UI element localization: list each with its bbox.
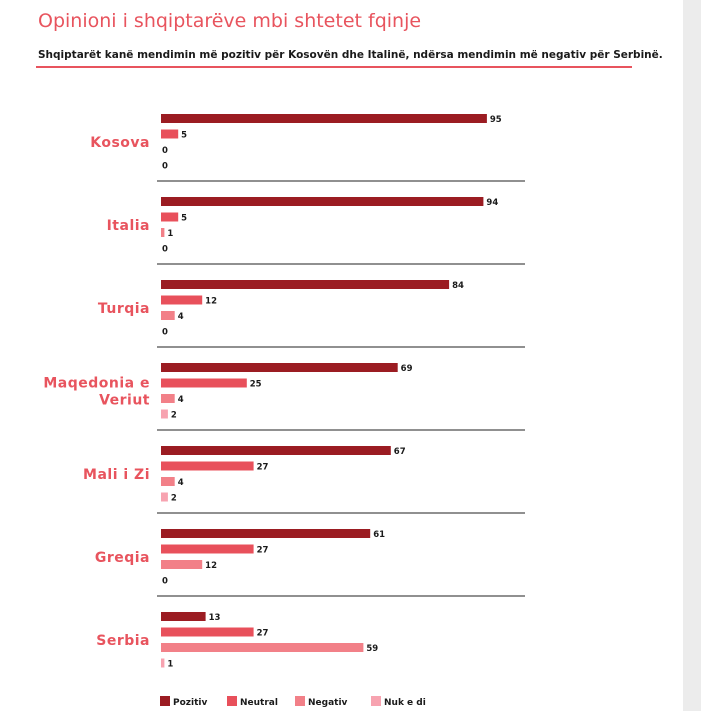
category-label: Mali i Zi bbox=[83, 466, 150, 483]
bar-negativ bbox=[161, 560, 202, 569]
bar-pozitiv bbox=[161, 197, 483, 206]
data-label: 59 bbox=[366, 644, 379, 654]
data-label: 1 bbox=[167, 659, 174, 670]
bar-negativ bbox=[161, 477, 175, 486]
bar-neutral bbox=[161, 379, 247, 388]
legend-swatch bbox=[295, 696, 305, 706]
bar-neutral bbox=[161, 462, 254, 471]
bar-pozitiv bbox=[161, 612, 206, 621]
data-label: 67 bbox=[393, 447, 406, 457]
category-label: Veriut bbox=[99, 392, 150, 409]
data-label: 25 bbox=[249, 379, 262, 390]
bar-negativ bbox=[161, 394, 175, 403]
data-label: 1 bbox=[167, 229, 174, 239]
legend-swatch bbox=[160, 696, 170, 706]
legend-label: Negativ bbox=[308, 698, 348, 708]
data-label: 4 bbox=[177, 312, 184, 322]
bar-neutral bbox=[161, 545, 254, 554]
bar-neutral bbox=[161, 628, 254, 637]
chart-title: Opinioni i shqiptarëve mbi shtetet fqinje bbox=[38, 10, 422, 32]
bar-negativ bbox=[161, 643, 363, 652]
bar-nuk-e-di bbox=[161, 493, 168, 502]
category-label: Greqia bbox=[94, 549, 150, 566]
data-label: 94 bbox=[486, 198, 499, 208]
data-label: 0 bbox=[162, 161, 168, 172]
bar-pozitiv bbox=[161, 529, 370, 538]
bar-pozitiv bbox=[161, 114, 487, 123]
data-label: 95 bbox=[489, 115, 502, 125]
data-label: 69 bbox=[400, 364, 413, 374]
category-label: Italia bbox=[106, 217, 150, 234]
data-label: 5 bbox=[181, 130, 188, 141]
data-label: 4 bbox=[177, 395, 184, 405]
data-label: 12 bbox=[205, 296, 218, 307]
bar-neutral bbox=[161, 296, 202, 305]
bar-neutral bbox=[161, 130, 178, 139]
data-label: 4 bbox=[177, 478, 184, 488]
legend-label: Neutral bbox=[240, 698, 278, 708]
data-label: 13 bbox=[208, 613, 221, 623]
legend-label: Nuk e di bbox=[384, 698, 426, 708]
category-label: Serbia bbox=[96, 632, 150, 649]
category-label: Kosova bbox=[90, 134, 150, 151]
data-label: 0 bbox=[162, 327, 168, 338]
data-label: 0 bbox=[162, 146, 168, 156]
bar-negativ bbox=[161, 228, 164, 237]
chart-subtitle: Shqiptarët kanë mendimin më pozitiv për Kosovën dhe Italinë, ndërsa mendimin më negativ për Serbinë. bbox=[38, 49, 663, 61]
data-label: 61 bbox=[373, 530, 386, 540]
data-label: 27 bbox=[256, 545, 269, 556]
legend-swatch bbox=[227, 696, 237, 706]
data-label: 2 bbox=[170, 410, 177, 421]
category-label: Turqia bbox=[97, 300, 150, 317]
bar-pozitiv bbox=[161, 280, 449, 289]
bar-pozitiv bbox=[161, 363, 398, 372]
data-label: 0 bbox=[162, 244, 168, 255]
bar-nuk-e-di bbox=[161, 659, 164, 668]
bar-pozitiv bbox=[161, 446, 391, 455]
data-label: 12 bbox=[205, 561, 218, 571]
data-label: 2 bbox=[170, 493, 177, 504]
legend-swatch bbox=[371, 696, 381, 706]
bar-neutral bbox=[161, 213, 178, 222]
data-label: 5 bbox=[181, 213, 188, 224]
bar-nuk-e-di bbox=[161, 410, 168, 419]
legend-label: Pozitiv bbox=[173, 698, 208, 708]
data-label: 27 bbox=[256, 628, 269, 639]
data-label: 84 bbox=[452, 281, 464, 291]
data-label: 0 bbox=[162, 576, 168, 587]
bar-negativ bbox=[161, 311, 175, 320]
category-label: Maqedonia e bbox=[43, 375, 150, 392]
data-label: 27 bbox=[256, 462, 269, 473]
